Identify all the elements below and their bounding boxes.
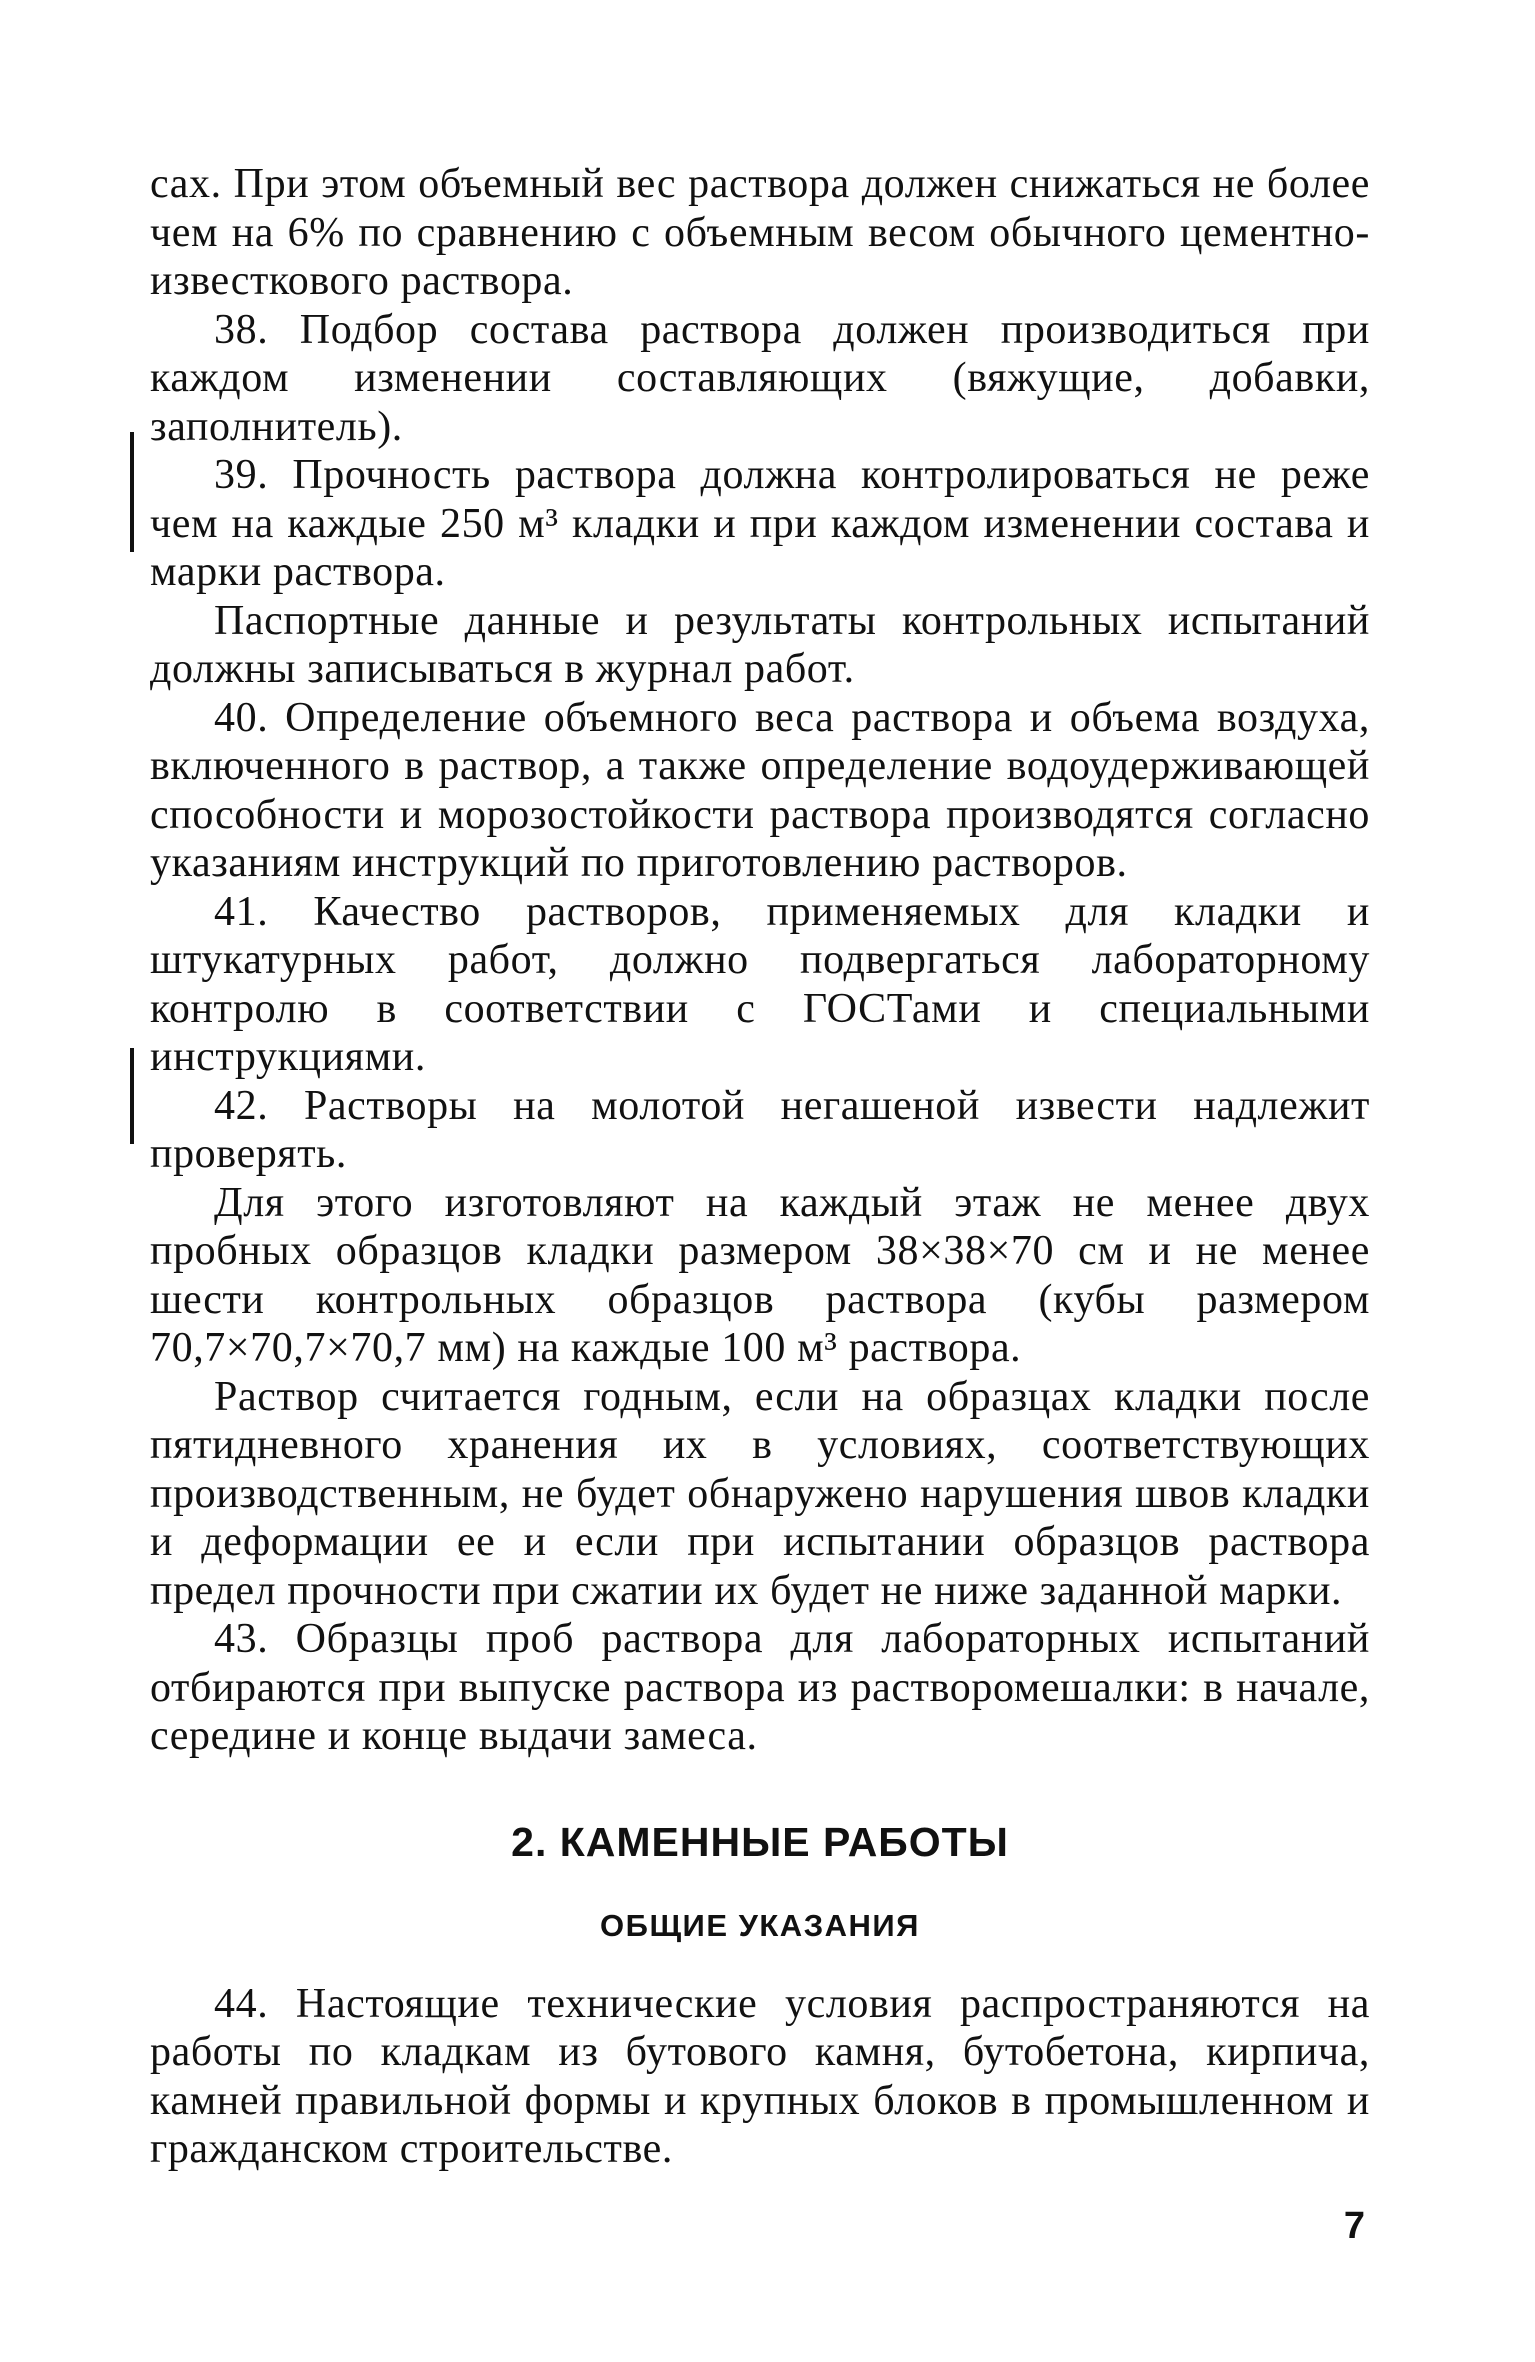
margin-mark-39 <box>130 432 134 552</box>
paragraph-41: 41. Качество растворов, применяемых для кладки и штукатурных работ, должно подвергаться лабораторному контролю в соответствии с ГОСТами и специальными инструкциями. <box>150 888 1370 1080</box>
paragraph-samples: Для этого изготовляют на каждый этаж не менее двух пробных образцов кладки размером 38×38×70 см и не менее шести контрольных образцов раствора (кубы размером 70,7×70,7×70,7 мм) на каждые 100 м³ раствора. <box>150 1179 1370 1371</box>
margin-mark-42 <box>130 1048 134 1144</box>
page-number: 7 <box>1343 2205 1365 2247</box>
paragraph-40: 40. Определение объемного веса раствора и объема воздуха, включенного в раствор, а также определение водоудерживающей способности и морозостойкости раствора производятся согласно указаниям инструкций по приготовлению растворов. <box>150 694 1370 886</box>
section-title: ОБЩИЕ УКАЗАНИЯ <box>600 1907 920 1943</box>
chapter-title: 2. КАМЕННЫЕ РАБОТЫ <box>511 1818 1009 1865</box>
paragraph-passport-data: Паспортные данные и результаты контрольных испытаний должны записываться в журнал работ. <box>150 597 1370 692</box>
paragraph-continuation: сах. При этом объемный вес раствора должен снижаться не более чем на 6% по сравнению с объемным весом обычного цементно-известкового раствора. <box>150 161 1370 304</box>
paragraph-acceptance: Раствор считается годным, если на образцах кладки после пятидневного хранения их в условиях, соответствующих производственным, не будет обнаружено нарушения швов кладки и деформации ее и если при испытании образцов раствора предел прочности при сжатии их будет не ниже заданной марки. <box>150 1373 1370 1614</box>
paragraph-39: 39. Прочность раствора должна контролироваться не реже чем на каждые 250 м³ кладки и при каждом изменении состава и марки раствора. <box>150 452 1370 595</box>
paragraph-38: 38. Подбор состава раствора должен производиться при каждом изменении составляющих (вяжущие, добавки, заполнитель). <box>150 306 1370 450</box>
paragraph-42: 42. Растворы на молотой негашеной извести надлежит проверять. <box>150 1082 1370 1177</box>
paragraph-43: 43. Образцы проб раствора для лабораторных испытаний отбираются при выпуске раствора из растворомешалки: в начале, середине и конце выдачи замеса. <box>150 1616 1370 1759</box>
paragraph-44: 44. Настоящие технические условия распространяются на работы по кладкам из бутового камня, бутобетона, кирпича, камней правильной формы и крупных блоков в промышленном и гражданском строительстве. <box>150 1980 1370 2172</box>
page-body <box>150 160 1370 2174</box>
